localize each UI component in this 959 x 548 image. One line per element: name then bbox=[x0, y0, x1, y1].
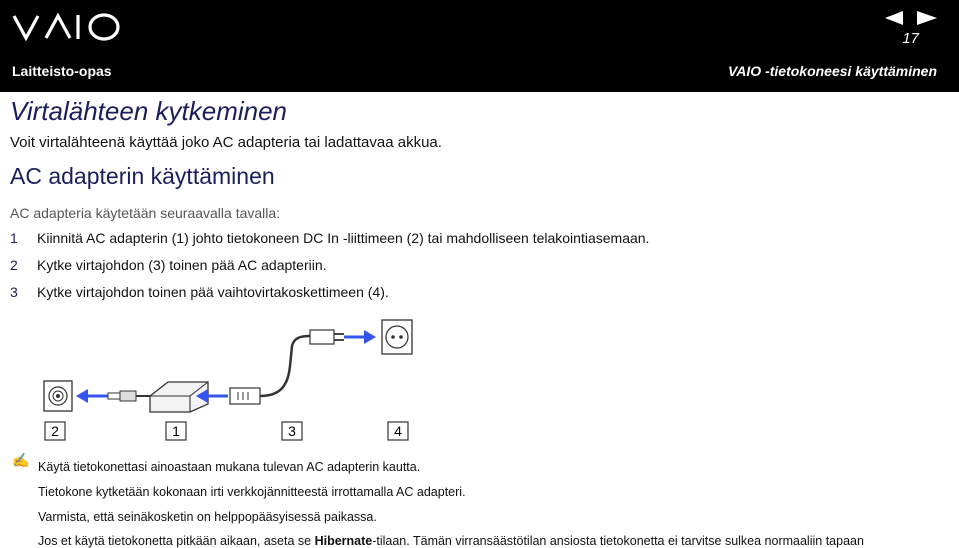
wall-outlet-icon bbox=[382, 320, 412, 354]
svg-text:4: 4 bbox=[394, 423, 402, 439]
step-2 bbox=[10, 257, 327, 273]
step-text: Kiinnitä AC adapterin (1) johto tietokoneen DC In -liittimeen (2) tai mahdolliseen telakointiasemaan. bbox=[37, 230, 650, 246]
section-heading: AC adapterin käyttäminen bbox=[10, 163, 275, 189]
arrow-to-port-icon bbox=[76, 389, 108, 403]
step-number: 3 bbox=[10, 284, 18, 300]
steps-intro: AC adapteria käytetään seuraavalla tavalla: bbox=[10, 205, 281, 221]
note-line-2: Tietokone kytketään kokonaan irti verkkojännitteestä irrottamalla AC adapteri. bbox=[38, 485, 466, 499]
note-line-4 bbox=[38, 534, 864, 548]
diagram-label-1 bbox=[166, 422, 186, 440]
diagram-label-4 bbox=[388, 422, 408, 440]
previous-page-icon[interactable] bbox=[885, 11, 903, 25]
dc-plug-icon bbox=[108, 391, 150, 401]
section-title: VAIO -tietokoneesi käyttäminen bbox=[727, 63, 937, 79]
step-number: 1 bbox=[10, 230, 18, 246]
step-1 bbox=[10, 230, 649, 246]
step-number: 2 bbox=[10, 257, 18, 273]
nav-arrows bbox=[881, 8, 941, 28]
ac-adapter-diagram bbox=[0, 316, 440, 446]
svg-text:2: 2 bbox=[51, 423, 59, 439]
power-cord-connector-icon bbox=[230, 336, 310, 404]
note-text: Jos et käytä tietokonetta pitkään aikaan, aseta se bbox=[38, 534, 315, 548]
vaio-logo bbox=[12, 10, 124, 44]
page-header bbox=[0, 0, 959, 92]
note-line-3: Varmista, että seinäkosketin on helppopääsyisessä paikassa. bbox=[38, 510, 377, 524]
step-text: Kytke virtajohdon (3) toinen pää AC adapteriin. bbox=[37, 257, 327, 273]
note-text: -tilaan. Tämän virransäästötilan ansiosta tietokonetta ei tarvitse sulkea normaaliin tapaan bbox=[372, 534, 864, 548]
intro-text: Voit virtalähteenä käyttää joko AC adapteria tai ladattavaa akkua. bbox=[10, 134, 442, 151]
diagram-label-3 bbox=[282, 422, 302, 440]
svg-text:3: 3 bbox=[288, 423, 296, 439]
next-page-icon[interactable] bbox=[917, 11, 937, 25]
guide-title: Laitteisto-opas bbox=[12, 63, 112, 79]
page-number: 17 bbox=[902, 30, 919, 47]
arrow-to-outlet-icon bbox=[344, 330, 376, 344]
note-line-1: Käytä tietokonettasi ainoastaan mukana tulevan AC adapterin kautta. bbox=[38, 460, 421, 474]
diagram-label-2 bbox=[45, 422, 65, 440]
hibernate-term: Hibernate bbox=[314, 534, 373, 548]
svg-text:1: 1 bbox=[172, 423, 180, 439]
step-text: Kytke virtajohdon toinen pää vaihtovirtakoskettimeen (4). bbox=[37, 284, 389, 300]
wall-plug-icon bbox=[310, 330, 344, 344]
step-3 bbox=[10, 284, 389, 300]
page-title: Virtalähteen kytkeminen bbox=[10, 96, 288, 126]
dc-in-port-icon bbox=[44, 381, 72, 411]
note-pencil-icon: ✍ bbox=[12, 452, 30, 468]
